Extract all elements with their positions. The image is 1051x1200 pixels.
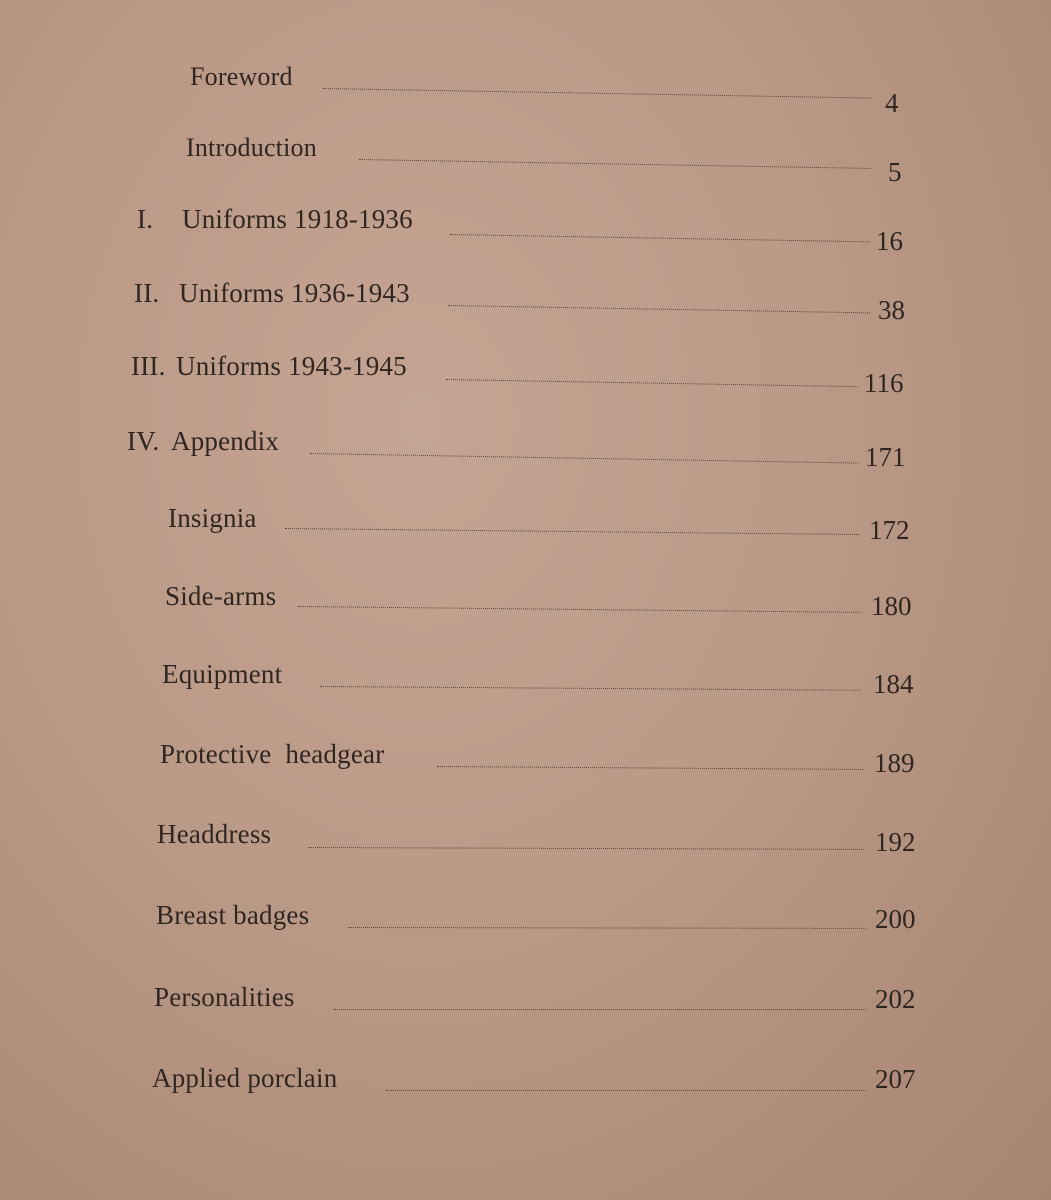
toc-entry-page-number: 16 xyxy=(876,226,903,256)
toc-entry-title: Uniforms 1918-1936 xyxy=(182,204,413,234)
dot-leader xyxy=(323,88,871,99)
toc-entry-page-number: 202 xyxy=(875,984,916,1014)
dot-leader xyxy=(359,159,871,169)
toc-entry-title: Uniforms 1936-1943 xyxy=(179,278,410,308)
toc-entry-title: Headdress xyxy=(157,819,272,849)
dot-leader xyxy=(450,234,870,242)
toc-entry-title: Equipment xyxy=(162,659,283,689)
dot-leader xyxy=(446,379,858,387)
toc-entry-title: Appendix xyxy=(171,426,280,456)
toc-entry-page-number: 38 xyxy=(878,295,905,325)
toc-entry-page-number: 200 xyxy=(875,904,916,934)
toc-entry-number: IV. xyxy=(127,426,160,456)
toc-entry-page-number: 4 xyxy=(885,88,899,118)
toc-entry-page-number: 180 xyxy=(871,591,912,621)
dot-leader xyxy=(334,1009,866,1010)
toc-entry-number: II. xyxy=(134,278,160,308)
toc-entry-title: Insignia xyxy=(168,503,257,533)
toc-entry-page-number: 171 xyxy=(865,442,906,472)
toc-entry-title: Uniforms 1943-1945 xyxy=(176,351,407,381)
dot-leader xyxy=(448,305,870,313)
toc-entry-title: Protective headgear xyxy=(160,739,385,769)
toc-entry-title: Side-arms xyxy=(165,581,277,611)
dot-leader xyxy=(285,528,859,535)
toc-entry-page-number: 116 xyxy=(864,368,904,398)
toc-entry-number: I. xyxy=(137,204,154,234)
dot-leader xyxy=(298,606,860,613)
toc-entry-page-number: 172 xyxy=(869,515,910,545)
toc-entry-number: III. xyxy=(131,351,166,381)
dot-leader xyxy=(308,847,864,850)
toc-entry-title: Introduction xyxy=(186,133,317,162)
toc-entry-page-number: 184 xyxy=(873,669,914,699)
dot-leader xyxy=(437,766,863,770)
toc-entry-page-number: 207 xyxy=(875,1064,916,1094)
toc-entry-page-number: 189 xyxy=(874,748,915,778)
dot-leader xyxy=(310,453,858,464)
dot-leader xyxy=(386,1090,866,1091)
dot-leader xyxy=(348,927,866,929)
toc-entry-title: Foreword xyxy=(190,62,293,91)
dot-leader xyxy=(320,686,860,691)
toc-entry-page-number: 5 xyxy=(888,157,902,187)
toc-entry-title: Applied porclain xyxy=(152,1063,338,1093)
toc-entry-title: Personalities xyxy=(154,982,295,1012)
toc-entry-title: Breast badges xyxy=(156,900,310,930)
toc-entry-page-number: 192 xyxy=(875,827,916,857)
